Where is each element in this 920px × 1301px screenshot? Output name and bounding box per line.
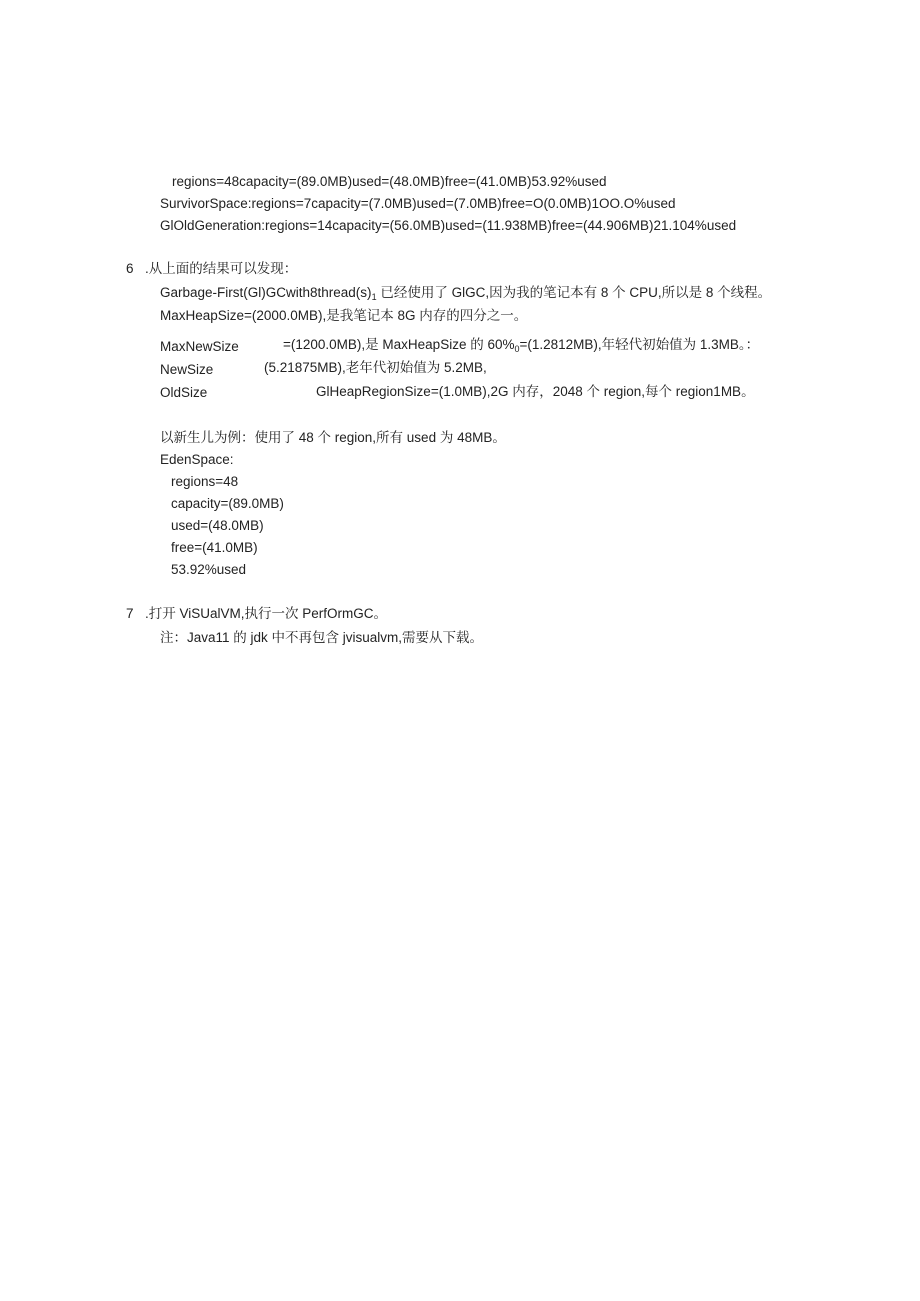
max-new-size-text-tail: =(1.2812MB),年轻代初始值为 1.3MB。： [519, 337, 760, 352]
eden-item-regions: regions=48 [171, 474, 239, 489]
section-6-number: 6 [126, 261, 134, 276]
old-size-label: OldSize [160, 385, 208, 400]
gc-info-line [160, 284, 771, 306]
gc-info-text: Garbage-First(Gl)GCwith8thread(s) [160, 285, 372, 300]
max-new-size-text: =(1200.0MB),是 MaxHeapSize 的 60% [283, 337, 515, 352]
survivor-summary-line: SurvivorSpace:regions=7capacity=(7.0MB)used=(7.0MB)free=O(0.0MB)1OO.O%used [160, 196, 676, 211]
eden-item-used: used=(48.0MB) [171, 518, 264, 533]
eden-space-title: EdenSpace: [160, 452, 234, 467]
max-new-size-subscript: 0 [514, 344, 520, 354]
old-generation-summary-line: GlOldGeneration:regions=14capacity=(56.0MB)used=(11.938MB)free=(44.906MB)21.104%used [160, 218, 737, 233]
eden-item-free: free=(41.0MB) [171, 540, 258, 555]
max-new-size-value [283, 336, 759, 358]
max-new-size-label: MaxNewSize [160, 339, 239, 354]
new-size-label: NewSize [160, 362, 214, 377]
new-size-value: (5.21875MB),老年代初始值为 5.2MB, [264, 360, 487, 375]
eden-item-percent: 53.92%used [171, 562, 247, 577]
section-7-heading: .打开 ViSUalVM,执行一次 PerfOrmGC。 [145, 606, 388, 621]
gc-info-subscript: 1 [371, 292, 377, 302]
gc-info-text-tail: 已经使用了 GlGC,因为我的笔记本有 8 个 CPU,所以是 8 个线程。 [376, 285, 772, 300]
section-7-note: 注：Java11 的 jdk 中不再包含 jvisualvm,需要从下载。 [160, 630, 484, 645]
eden-summary-line: regions=48capacity=(89.0MB)used=(48.0MB)free=(41.0MB)53.92%used [172, 174, 607, 189]
section-6-heading: .从上面的结果可以发现： [145, 261, 298, 276]
max-heap-line: MaxHeapSize=(2000.0MB),是我笔记本 8G 内存的四分之一。 [160, 308, 528, 323]
old-size-value: GlHeapRegionSize=(1.0MB),2G 内存，2048 个 region,每个 region1MB。 [316, 384, 755, 399]
eden-item-capacity: capacity=(89.0MB) [171, 496, 284, 511]
young-gen-example: 以新生儿为例：使用了 48 个 region,所有 used 为 48MB。 [160, 430, 506, 445]
section-7-number: 7 [126, 606, 134, 621]
